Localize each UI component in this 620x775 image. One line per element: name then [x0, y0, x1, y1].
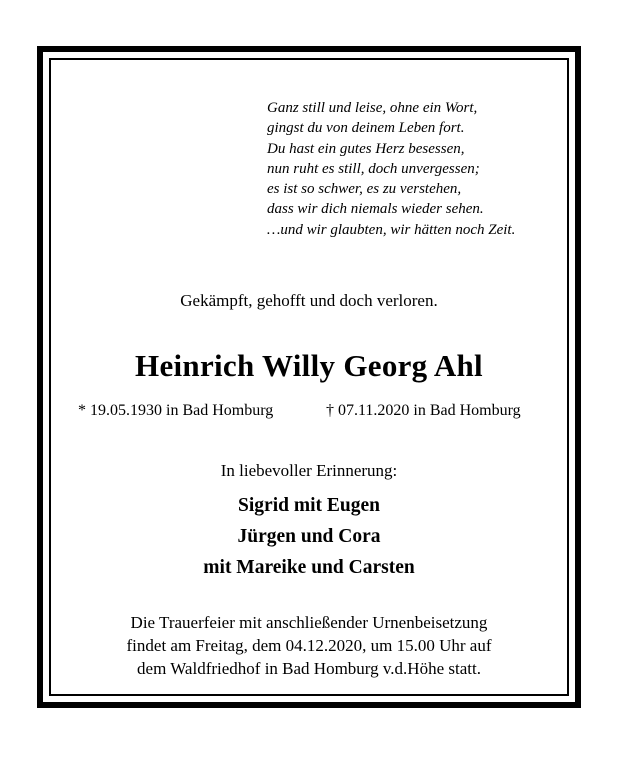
poem-line: Du hast ein gutes Herz besessen,	[267, 140, 465, 157]
remembrance-intro: In liebevoller Erinnerung:	[220, 461, 398, 480]
poem-line: gingst du von deinem Leben fort.	[267, 120, 465, 137]
death-date: † 07.11.2020 in Bad Homburg	[326, 402, 521, 419]
mourner-line: Jürgen und Cora	[237, 526, 381, 547]
mourner-line: mit Mareike und Carsten	[203, 557, 415, 578]
poem-line: Ganz still und leise, ohne ein Wort,	[267, 100, 478, 116]
birth-date: * 19.05.1930 in Bad Homburg	[78, 402, 274, 419]
mourner-line: Sigrid mit Eugen	[238, 495, 380, 516]
notice-line: dem Waldfriedhof in Bad Homburg v.d.Höhe statt.	[137, 659, 481, 678]
funeral-notice	[51, 611, 567, 680]
poem-line: …und wir glaubten, wir hätten noch Zeit.	[267, 221, 516, 238]
poem-line: es ist so schwer, es zu verstehen,	[267, 181, 462, 198]
inner-border-frame	[49, 58, 569, 696]
subtitle: Gekämpft, gehofft und doch verloren.	[180, 291, 438, 310]
notice-line: findet am Freitag, dem 04.12.2020, um 15.00 Uhr auf	[126, 636, 492, 655]
notice-line: Die Trauerfeier mit anschließender Urnenbeisetzung	[130, 613, 488, 632]
poem-line: dass wir dich niemals wieder sehen.	[267, 201, 484, 218]
poem-line: nun ruht es still, doch unvergessen;	[267, 160, 480, 177]
poem	[267, 98, 515, 240]
outer-border-frame	[37, 46, 581, 708]
deceased-name: Heinrich Willy Georg Ahl	[135, 348, 483, 383]
mourners-list	[51, 490, 567, 583]
